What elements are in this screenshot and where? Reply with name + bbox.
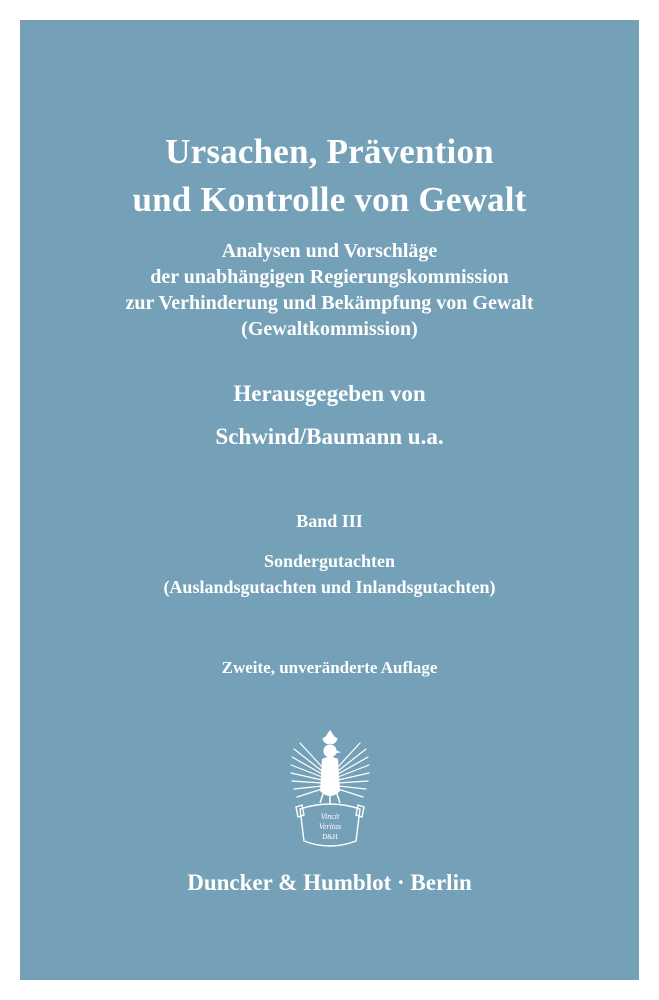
subtitle-line-1: Analysen und Vorschläge	[221, 240, 438, 262]
book-cover	[20, 20, 639, 980]
title-line-2: und Kontrolle von Gewalt	[132, 180, 527, 219]
edition-note: Zweite, unveränderte Auflage	[221, 658, 438, 677]
eagle-emblem-icon	[290, 729, 370, 851]
logo-text-2: Veritas	[318, 822, 342, 831]
publisher: Duncker & Humblot · Berlin	[187, 870, 472, 895]
subtitle-line-2: der unabhängigen Regierungskommission	[150, 266, 509, 288]
volume-title-1: Sondergutachten	[263, 551, 395, 571]
subtitle-line-3: zur Verhinderung und Bekämpfung von Gewalt	[125, 292, 534, 314]
logo-text-3: D&H	[322, 833, 338, 841]
title-line-1: Ursachen, Prävention	[165, 132, 494, 171]
logo-text-1: Vincit	[320, 812, 340, 821]
volume-number: Band III	[296, 511, 363, 531]
volume-title-2: (Auslandsgutachten und Inlandsgutachten)	[163, 577, 496, 597]
subtitle-line-4: (Gewaltkommission)	[241, 318, 418, 340]
editor-label: Herausgegeben von	[233, 381, 426, 406]
editor-names: Schwind/Baumann u.a.	[215, 424, 444, 449]
